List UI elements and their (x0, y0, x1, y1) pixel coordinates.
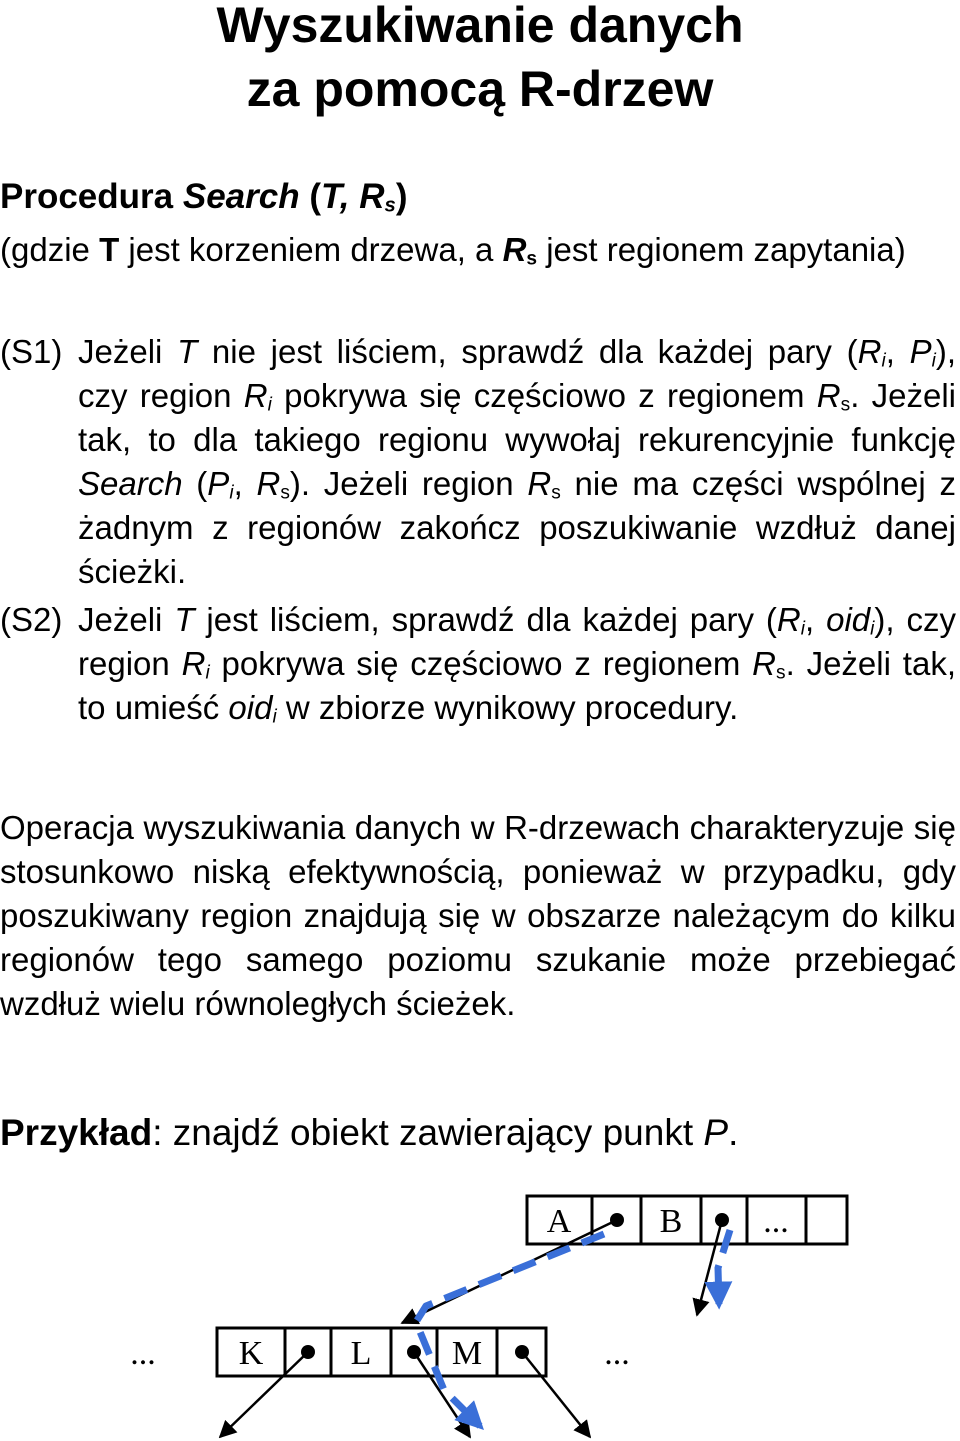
ellipsis-right: ... (604, 1335, 630, 1372)
top-node-cell-a: A (546, 1203, 572, 1240)
top-node-cell-b: B (659, 1203, 683, 1240)
bottom-node (217, 1328, 546, 1376)
step-s1-label: (S1) (0, 333, 63, 370)
bottom-node-cell-k: K (238, 1335, 264, 1372)
step-s2-text: Jeżeli T jest liściem, sprawdź dla każdej pary ($R_i$, oid$_i$), czy region $R_i$ pokrywa się częściowo z regionem $R_s$. Jeżeli tak, to umieść oid$_i$ w zbiorze wynikowy procedury. (78, 601, 957, 728)
example-line: Przykład: znajdź obiekt zawierający punkt P. (0, 1112, 739, 1153)
page-title-line-2: za pomocą R-drzew (246, 61, 714, 117)
pointer-arrow-m (522, 1352, 590, 1437)
pointer-arrow-a-to-node (402, 1220, 617, 1323)
procedure-parameters: (gdzie T jest korzeniem drzewa, a $R_s$ jest regionem zapytania) (0, 231, 906, 270)
bottom-node-cell-m: M (451, 1335, 483, 1372)
step-s1-text: Jeżeli T nie jest liściem, sprawdź dla każdej pary ($R_i$, $P_i$), czy region $R_i$ pokrywa się częściowo z regionem $R_s$. Jeżeli tak, to dla takiego regionu wywołaj rekurencyjnie funkcję Search ($P_i$, $R_s$). Jeżeli region $R_s$ nie ma części wspólnej z żadnym z regionów zakończ poszukiwanie wzdłuż danej ścieżki. (78, 333, 957, 590)
top-node (527, 1196, 847, 1244)
ellipsis-left: ... (130, 1335, 156, 1372)
efficiency-paragraph: Operacja wyszukiwania danych w R-drzewach charakteryzuje się stosunkowo niską efektywnością, ponieważ w przypadku, gdy poszukiwany region znajdują się w obszarze należącym do kilku regionów tego samego poziomu szukanie może przebiegać wzdłuż wielu równoległych ścieżek. (0, 809, 956, 1022)
page-title-line-1: Wyszukiwanie danych (216, 0, 744, 53)
step-s2-label: (S2) (0, 601, 63, 638)
procedure-heading: Procedura Search (T, $R_s$) (0, 177, 408, 217)
bottom-node-cell-l: L (350, 1335, 372, 1372)
top-node-cell-more: ... (763, 1203, 789, 1240)
r-tree-diagram (0, 1180, 960, 1441)
